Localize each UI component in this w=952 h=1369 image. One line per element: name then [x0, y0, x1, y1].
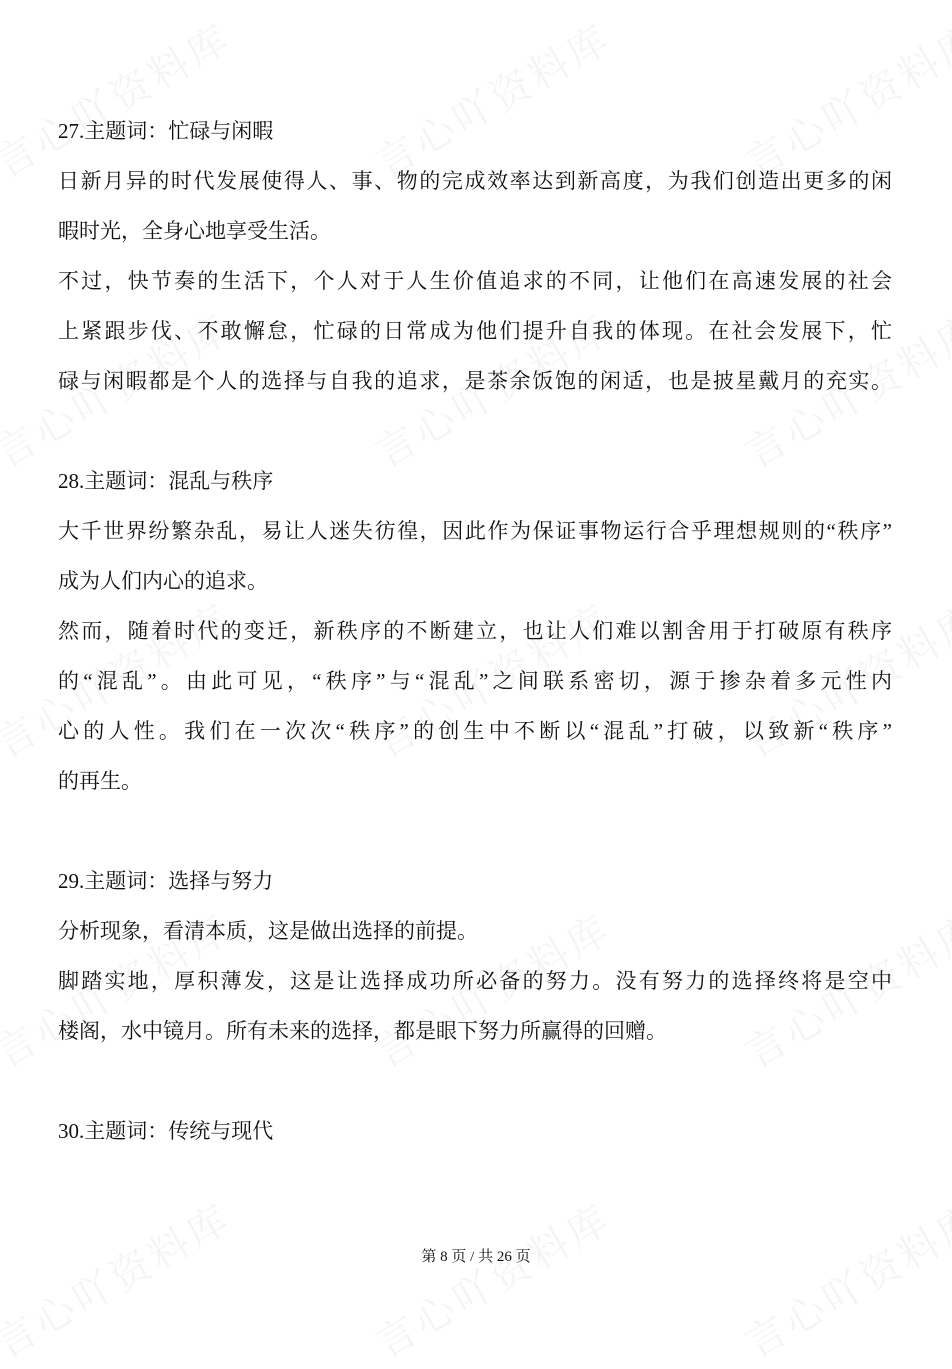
paragraph-line: 日新月异的时代发展使得人、事、物的完成效率达到新高度，为我们创造出更多的闲 [58, 169, 892, 193]
section-title: 29.主题词：选择与努力 [58, 869, 274, 893]
paragraph-line: 分析现象，看清本质，这是做出选择的前提。 [58, 919, 478, 943]
watermark [363, 8, 620, 189]
paragraph-line: 上紧跟步伐、不敢懈怠，忙碌的日常成为他们提升自我的体现。在社会发展下，忙 [58, 319, 892, 343]
page-number-footer: 第 8 页 / 共 26 页 [421, 1249, 531, 1265]
paragraph-line: 然而，随着时代的变迁，新秩序的不断建立，也让人们难以割舍用于打破原有秩序 [58, 619, 892, 643]
watermark [0, 8, 241, 189]
paragraph-line: 脚踏实地，厚积薄发，这是让选择成功所必备的努力。没有努力的选择终将是空中 [58, 969, 892, 993]
paragraph-line: 暇时光，全身心地享受生活。 [58, 219, 331, 243]
paragraph-line: 不过，快节奏的生活下，个人对于人生价值追求的不同，让他们在高速发展的社会 [58, 269, 892, 293]
paragraph-line: 成为人们内心的追求。 [58, 569, 268, 593]
watermark [363, 1188, 620, 1369]
watermark [0, 1188, 241, 1369]
watermark [733, 1188, 952, 1369]
section-title: 27.主题词：忙碌与闲暇 [58, 119, 274, 143]
section-title: 28.主题词：混乱与秩序 [58, 469, 274, 493]
paragraph-line: 楼阁，水中镜月。所有未来的选择，都是眼下努力所赢得的回赠。 [58, 1019, 667, 1043]
paragraph-line: 大千世界纷繁杂乱，易让人迷失彷徨，因此作为保证事物运行合乎理想规则的“秩序” [58, 519, 892, 543]
section-title: 30.主题词：传统与现代 [58, 1119, 274, 1143]
paragraph-line: 的再生。 [58, 769, 142, 793]
paragraph-line: 心的人性。我们在一次次“秩序”的创生中不断以“混乱”打破，以致新“秩序” [58, 719, 892, 743]
paragraph-line: 的“混乱”。由此可见，“秩序”与“混乱”之间联系密切，源于掺杂着多元性内 [58, 669, 892, 693]
paragraph-line: 碌与闲暇都是个人的选择与自我的追求，是茶余饭饱的闲适，也是披星戴月的充实。 [58, 369, 892, 393]
watermark [733, 8, 952, 189]
